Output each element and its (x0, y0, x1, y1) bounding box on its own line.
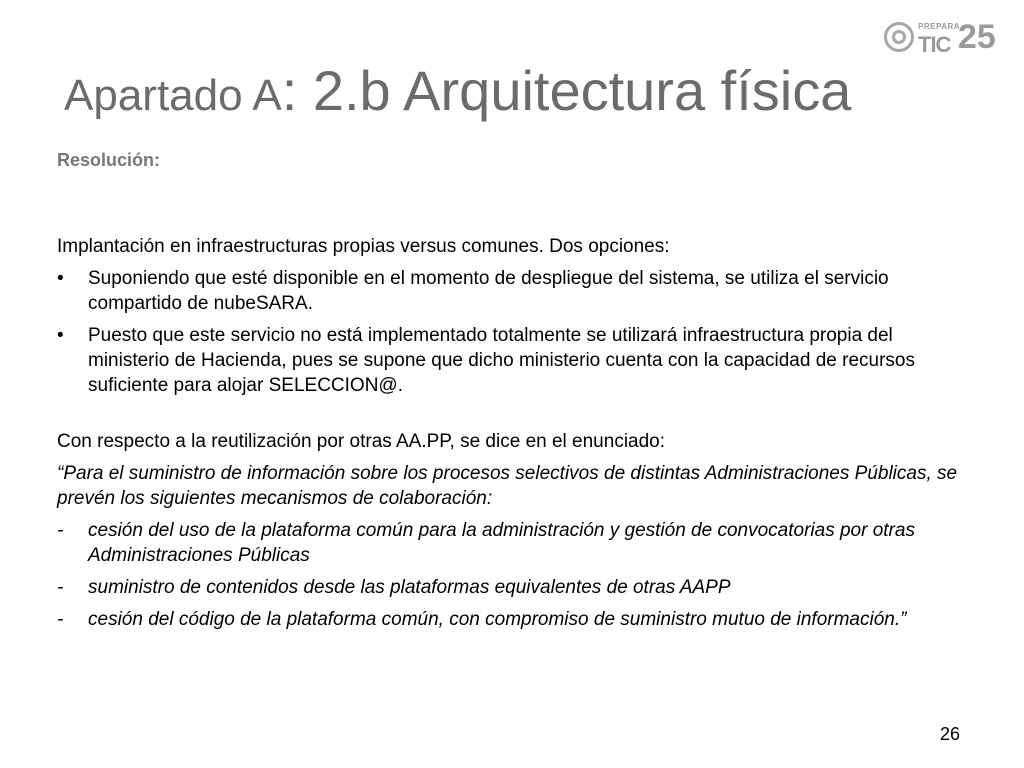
dash-mark: - (57, 520, 64, 541)
logo-small-text: PREPARA (918, 22, 961, 31)
logo-number: 25 (958, 18, 996, 56)
dash-text: cesión del uso de la plataforma común para la administración y gestión de convocatorias por otras Administraciones Públicas (88, 520, 915, 566)
slide-body (57, 234, 977, 632)
page-number: 26 (940, 724, 961, 744)
dash-mark: - (57, 577, 64, 598)
section-subhead: Resolución: (57, 150, 161, 170)
logo-ring-icon (884, 22, 914, 52)
preparatic-logo (884, 18, 1002, 58)
bullet-mark: • (57, 268, 64, 289)
slide-title (64, 58, 851, 123)
bullet-mark: • (57, 325, 64, 346)
intro-paragraph: Implantación en infraestructuras propias versus comunes. Dos opciones: (57, 236, 670, 257)
bullet-text: Suponiendo que esté disponible en el momento de despliegue del sistema, se utiliza el servicio compartido de nubeSARA. (88, 268, 889, 314)
title-part-1: Apartado A (64, 71, 282, 120)
quote-paragraph: “Para el suministro de información sobre los procesos selectivos de distintas Administraciones Públicas, se prevén los siguientes mecanismos de colaboración: (57, 463, 958, 509)
bullet-item (57, 266, 977, 316)
dash-item (57, 575, 977, 600)
dash-text: cesión del código de la plataforma común, con compromiso de suministro mutuo de información.” (88, 609, 907, 630)
bullet-text: Puesto que este servicio no está implementado totalmente se utilizará infraestructura propia del ministerio de Hacienda, pues se supone que dicho ministerio cuenta con la capacidad de recursos suficiente para alojar SELECCION@. (88, 325, 915, 396)
dash-mark: - (57, 609, 64, 630)
dash-text: suministro de contenidos desde las plataformas equivalentes de otras AAPP (88, 577, 731, 598)
dash-item (57, 518, 977, 568)
logo-main-text: TIC (918, 32, 951, 57)
bullet-item (57, 323, 977, 398)
title-part-2: : 2.b Arquitectura física (281, 59, 852, 122)
dash-item (57, 607, 977, 632)
reuse-paragraph: Con respecto a la reutilización por otras AA.PP, se dice en el enunciado: (57, 431, 666, 452)
